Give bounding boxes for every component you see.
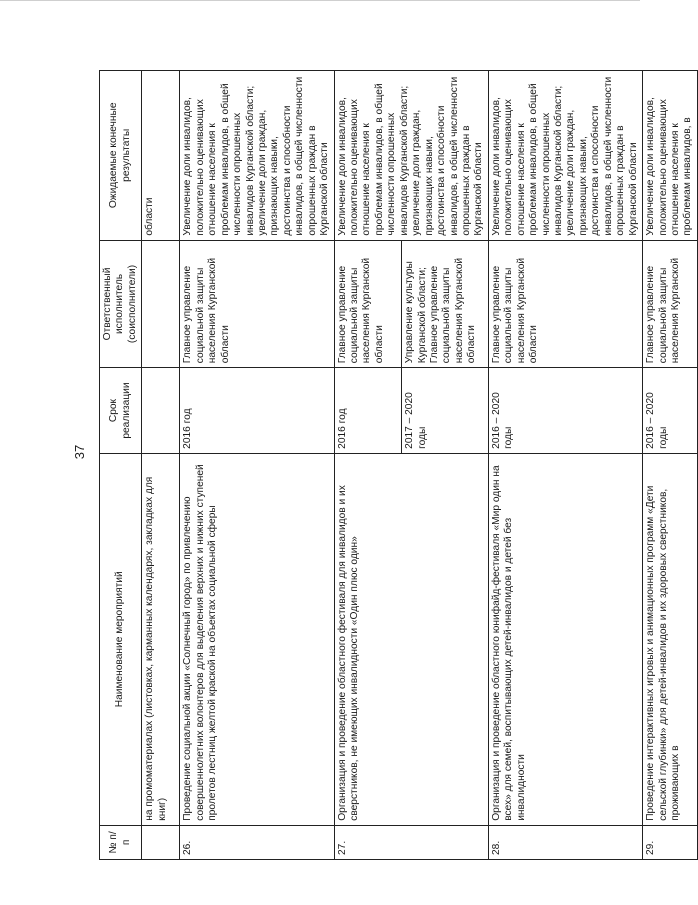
- row-num: 27.: [334, 825, 488, 859]
- row-name: Организация и проведение областного юнифайд-фестиваля «Мир один на всех» для семей, воспитывающих детей-инвалидов и детей без инвалидности: [488, 453, 642, 825]
- header-num: № п/п: [100, 825, 142, 859]
- measures-table: [99, 70, 698, 860]
- table-row: [142, 71, 180, 860]
- page-number: 37: [72, 444, 87, 460]
- header-period: Срок реализации: [100, 368, 142, 454]
- row-executor: Главное управление социальной защиты населения Курганской: [643, 240, 698, 368]
- header-results: Ожидаемые конечные результаты: [100, 71, 142, 241]
- header-executor: Ответственный исполнитель (соисполнители): [100, 240, 142, 368]
- row-num: 29.: [643, 825, 698, 859]
- header-name: Наименование мероприятий: [100, 453, 142, 825]
- row-executor: Главное управление социальной защиты населения Курганской области: [180, 240, 334, 368]
- scan-top-edge: [0, 0, 640, 1]
- row-executor: Управление культуры Курганской области; Главное управление социальной защиты населения Курганской области: [402, 240, 489, 368]
- row-results: Увеличение доли инвалидов, положительно оценивающих отношение населения к проблемам инвалидов, в общей численности опрошенных инвалидов Курганской области; увеличение доли граждан, признающих навыки, достоинства и способности инвалидов, в общей численности опрошенных граждан в Курганской области: [180, 71, 334, 241]
- table-row: [488, 71, 642, 860]
- row-results: Увеличение доли инвалидов, положительно оценивающих отношение населения к проблемам инвалидов, в: [643, 71, 698, 241]
- row-period: 2016 – 2020 годы: [488, 368, 642, 454]
- row-executor: [142, 240, 180, 368]
- row-name: Проведение социальной акции «Солнечный город» по привлечению совершеннолетних волонтеров для выделения верхних и нижних ступеней пролетов лестниц желтой краской на объектах социальной сферы: [180, 453, 334, 825]
- row-results: Увеличение доли инвалидов, положительно оценивающих отношение населения к проблемам инвалидов, в общей численности опрошенных инвалидов Курганской области; увеличение доли граждан, признающих навыки, достоинства и способности инвалидов, в общей численности опрошенных граждан в Курганской области: [334, 71, 488, 241]
- row-num: [142, 825, 180, 859]
- table-row: [180, 71, 334, 860]
- row-period: 2016 год: [334, 368, 402, 454]
- row-results: области: [142, 71, 180, 241]
- row-period: 2016 год: [180, 368, 334, 454]
- row-num: 28.: [488, 825, 642, 859]
- row-executor: Главное управление социальной защиты населения Курганской области: [488, 240, 642, 368]
- table-row: [334, 71, 402, 860]
- row-results: Увеличение доли инвалидов, положительно оценивающих отношение населения к проблемам инвалидов, в общей численности опрошенных инвалидов Курганской области; увеличение доли граждан, признающих навыки, достоинства и способности инвалидов, в общей численности опрошенных граждан в Курганской области: [488, 71, 642, 241]
- row-num: 26.: [180, 825, 334, 859]
- table-header-row: [100, 71, 142, 860]
- row-name: Проведение интерактивных игровых и анимационных программ «Дети сельской глубинки» для детей-инвалидов и их здоровых сверстников, проживающих в: [643, 453, 698, 825]
- row-period: 2017 – 2020 годы: [402, 368, 489, 454]
- document-table-frame: [99, 70, 694, 860]
- row-period: 2016 – 2020 годы: [643, 368, 698, 454]
- row-name: на промоматериалах (листовках, карманных календарях, закладках для книг): [142, 453, 180, 825]
- row-executor: Главное управление социальной защиты населения Курганской области: [334, 240, 402, 368]
- row-name: Организация и проведение областного фестиваля для инвалидов и их сверстников, не имеющих инвалидности «Один плюс один»: [334, 453, 488, 825]
- row-period: [142, 368, 180, 454]
- table-row: [643, 71, 698, 860]
